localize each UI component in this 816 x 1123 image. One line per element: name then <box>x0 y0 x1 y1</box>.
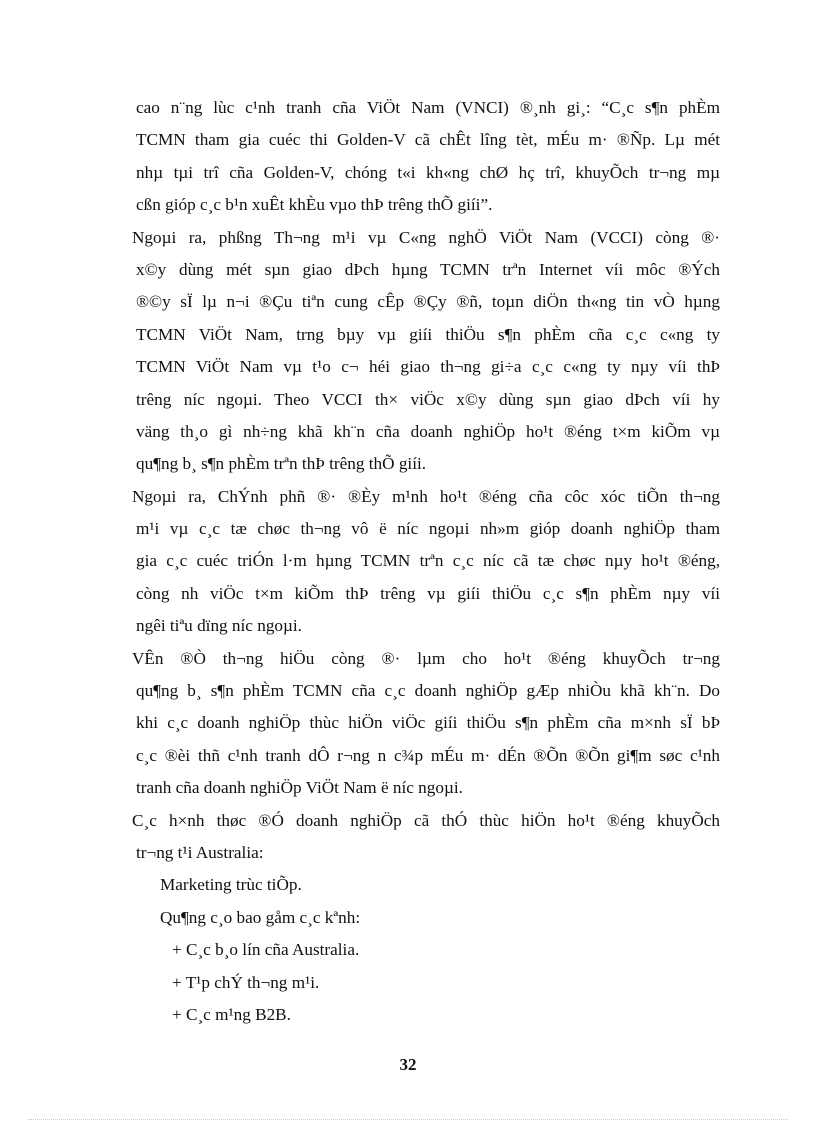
text-line: TCMN ViÖt Nam, trng bµy vµ giíi thiÖu s¶n phÈm cña c¸c c«ng ty <box>136 324 720 344</box>
footer-divider <box>28 1119 788 1120</box>
page-number: 32 <box>399 1055 417 1074</box>
list-item: Qu¶ng c¸o bao gåm c¸c kªnh: <box>160 907 361 927</box>
text-line: VÊn ®Ò th¬ng hiÖu còng ®· lµm cho ho¹t ®éng khuyÕch tr¬ng <box>132 648 720 668</box>
list-item: + C¸c b¸o lín cña Australia. <box>172 940 360 960</box>
text-line: Ngoµi ra, ChÝnh phñ ®· ®Èy m¹nh ho¹t ®éng cña côc xóc tiÕn th¬ng <box>132 486 720 506</box>
list-item: + C¸c m¹ng B2B. <box>172 1004 291 1024</box>
body-text <box>132 92 720 1031</box>
text-line: ngêi tiªu dïng níc ngoµi. <box>136 616 302 636</box>
text-line: trêng níc ngoµi. Theo VCCI th× viÖc x©y dùng sµn giao dÞch víi hy <box>136 389 720 409</box>
text-line: cßn gióp c¸c b¹n xuÊt khÈu vµo thÞ trêng thÕ giíi”. <box>136 195 493 215</box>
text-line: m¹i vµ c¸c tæ chøc th¬ng vô ë níc ngoµi nh»m gióp doanh nghiÖp tham <box>136 519 720 539</box>
text-line: qu¶ng b¸ s¶n phÈm trªn thÞ trêng thÕ giíi. <box>136 454 427 474</box>
text-line: qu¶ng b¸ s¶n phÈm TCMN cña c¸c doanh nghiÖp gÆp nhiÒu khã kh¨n. Do <box>136 681 720 701</box>
text-line: TCMN ViÖt Nam vµ t¹o c¬ héi giao th¬ng gi÷a c¸c c«ng ty nµy víi thÞ <box>136 357 720 377</box>
text-line: nhµ tµi trî cña Golden-V, chóng t«i kh«ng chØ hç trî, khuyÕch tr¬ng mµ <box>136 162 720 182</box>
text-line: gia c¸c cuéc triÓn l·m hµng TCMN trªn c¸c níc cã tæ chøc nµy ho¹t ®éng, <box>136 551 720 571</box>
text-line: khi c¸c doanh nghiÖp thùc hiÖn viÖc giíi thiÖu s¶n phÈm cña m×nh sÏ bÞ <box>136 713 720 733</box>
text-line: tr¬ng t¹i Australia: <box>136 842 264 862</box>
text-line: cao n¨ng lùc c¹nh tranh cña ViÖt Nam (VNCI) ®¸nh gi¸: “C¸c s¶n phÈm <box>136 98 720 117</box>
text-line: C¸c h×nh thøc ®Ó doanh nghiÖp cã thÓ thùc hiÖn ho¹t ®éng khuyÕch <box>132 810 720 830</box>
list-item: Marketing trùc tiÕp. <box>160 875 302 895</box>
text-line: ®©y sÏ lµ n¬i ®Çu tiªn cung cÊp ®Çy ®ñ, toµn diÖn th«ng tin vÒ hµng <box>136 292 720 312</box>
text-line: Ngoµi ra, phßng Th¬ng m¹i vµ C«ng nghÖ ViÖt Nam (VCCI) còng ®· <box>132 227 720 247</box>
text-line: c¸c ®èi thñ c¹nh tranh dÔ r¬ng n c¾p mÉu m· dÉn ®Õn ®Õn gi¶m søc c¹nh <box>136 745 720 765</box>
text-line: TCMN tham gia cuéc thi Golden-V cã chÊt lîng tèt, mÉu m· ®Ñp. Lµ mét <box>136 130 720 150</box>
list-item: + T¹p chÝ th¬ng m¹i. <box>172 972 320 992</box>
text-line: x©y dùng mét sµn giao dÞch hµng TCMN trªn Internet víi môc ®Ých <box>136 259 720 279</box>
text-line: tranh cña doanh nghiÖp ViÖt Nam ë níc ngoµi. <box>136 778 463 798</box>
text-line: väng th¸o gì nh÷ng khã kh¨n cña doanh nghiÖp ho¹t ®éng t×m kiÕm vµ <box>136 421 720 441</box>
text-line: còng nh viÖc t×m kiÕm thÞ trêng vµ giíi thiÖu c¸c s¶n phÈm nµy víi <box>136 583 720 603</box>
